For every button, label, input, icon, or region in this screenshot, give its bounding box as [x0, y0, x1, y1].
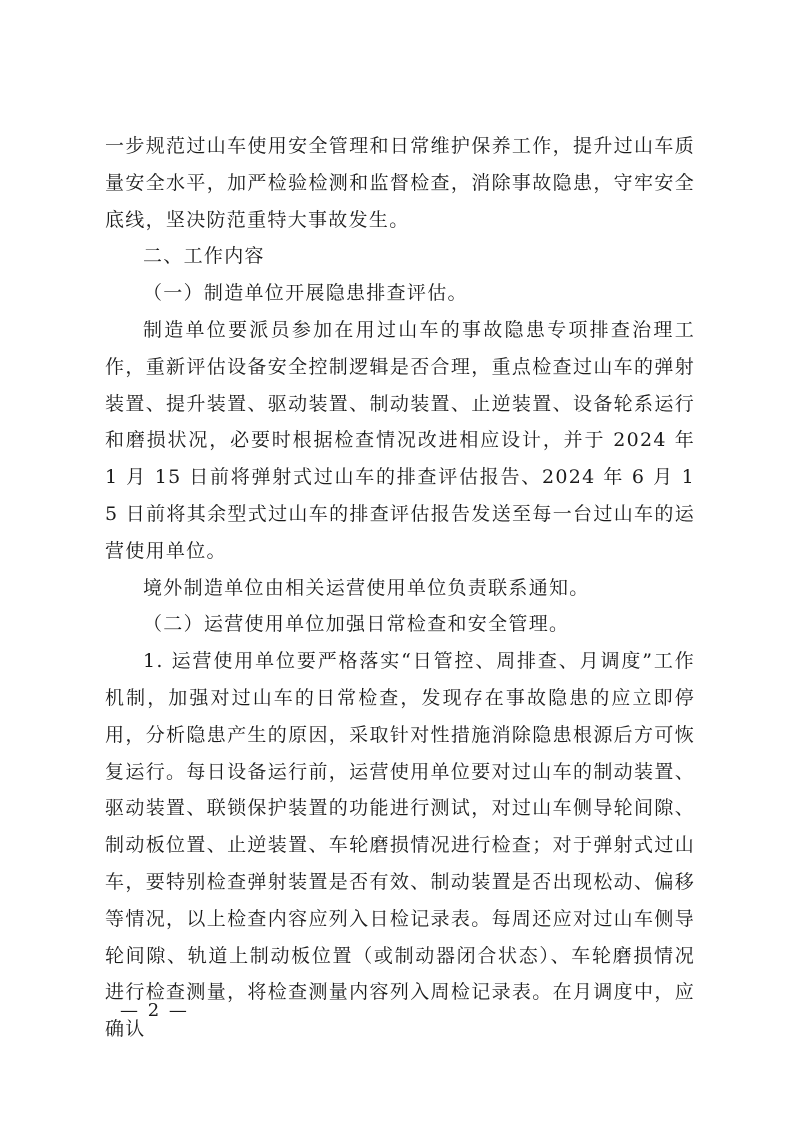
- paragraph-overseas-manufacturer: 境外制造单位由相关运营使用单位负责联系通知。: [143, 576, 590, 599]
- paragraph-manufacturer-duties: 制造单位要派员参加在用过山车的事故隐患专项排查治理工作，重新评估设备安全控制逻辑是否合理，重点检查过山车的弹射装置、提升装置、驱动装置、制动装置、止逆装置、设备轮系运行和磨损状况，必要时根据检查情况改进相应设计，并于 2024 年 1 月 15 日前将弹射式过山车的排查评估报告、2024 年 6 月 15 日前将其余型式过山车的排查评估报告发送至每一台过山车的运营使用单位。: [105, 318, 695, 562]
- document-body: [105, 128, 695, 1048]
- page-number: — 2 —: [120, 1000, 189, 1021]
- subsection-heading-operator: （二）运营使用单位加强日常检查和安全管理。: [143, 613, 570, 636]
- subsection-heading-manufacturer: （一）制造单位开展隐患排查评估。: [143, 282, 468, 305]
- section-heading-work-content: 二、工作内容: [143, 245, 265, 268]
- paragraph-operator-duties: 1. 运营使用单位要严格落实“日管控、周排查、月调度”工作机制，加强对过山车的日常检查，发现存在事故隐患的应立即停用，分析隐患产生的原因，采取针对性措施消除隐患根源后方可恢复运行。每日设备运行前，运营使用单位要对过山车的制动装置、驱动装置、联锁保护装置的功能进行测试，对过山车侧导轮间隙、制动板位置、止逆装置、车轮磨损情况进行检查；对于弹射式过山车，要特别检查弹射装置是否有效、制动装置是否出现松动、偏移等情况，以上检查内容应列入日检记录表。每周还应对过山车侧导轮间隙、轨道上制动板位置（或制动器闭合状态）、车轮磨损情况进行检查测量，将检查测量内容列入周检记录表。在月调度中，应确认: [105, 650, 695, 1041]
- paragraph-intro-continuation: 一步规范过山车使用安全管理和日常维护保养工作，提升过山车质量安全水平，加严检验检测和监督检查，消除事故隐患，守牢安全底线，坚决防范重特大事故发生。: [105, 135, 695, 231]
